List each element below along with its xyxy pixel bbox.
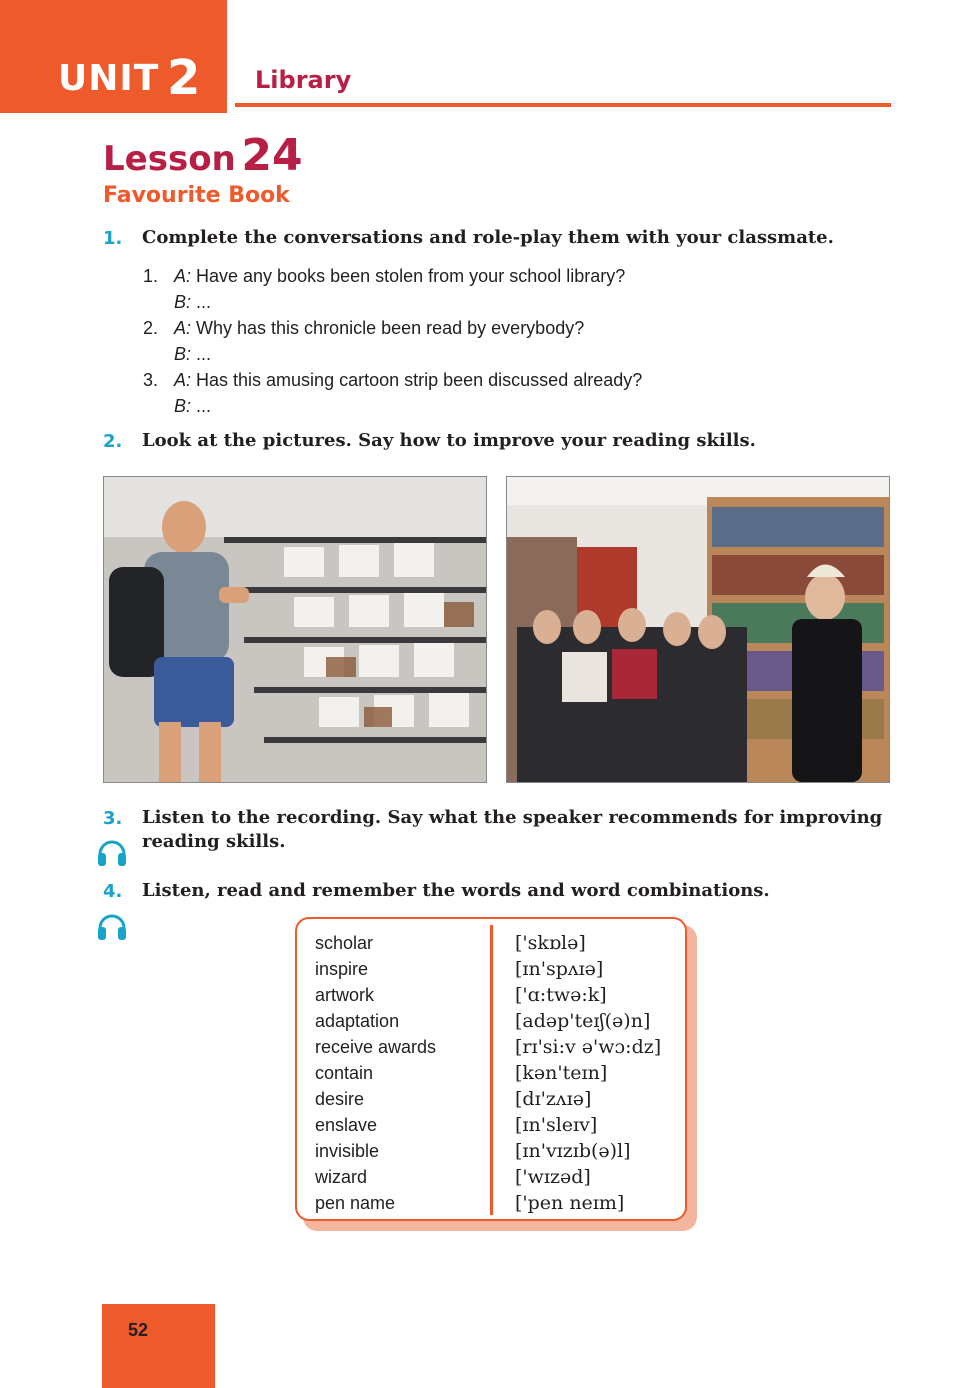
vocab-transcription: ['wɪzəd] <box>515 1166 591 1188</box>
headphones-icon[interactable] <box>96 910 128 942</box>
unit-number: 2 <box>167 50 201 106</box>
vocab-transcription: [ɪn'spʌɪə] <box>515 958 604 980</box>
lesson-word: Lesson <box>103 139 236 179</box>
header-divider <box>235 103 891 107</box>
unit-title: Library <box>255 66 352 94</box>
item-number: 1. <box>143 266 159 286</box>
task-instruction: Listen, read and remember the words and word combinations. <box>142 880 770 901</box>
task-instruction: Listen to the recording. Say what the speaker recommends for improving reading skills. <box>142 807 883 852</box>
column-divider <box>490 925 493 1215</box>
speaker-label: A: <box>174 370 192 390</box>
vocab-word: pen name <box>315 1193 396 1213</box>
vocab-word: scholar <box>315 933 374 953</box>
item-number: 2. <box>143 318 159 338</box>
task-instruction: Look at the pictures. Say how to improve your reading skills. <box>142 430 756 451</box>
task-instruction: Complete the conversations and role-play them with your classmate. <box>142 227 834 248</box>
speaker-label: B: <box>174 396 192 416</box>
vocab-word: artwork <box>315 985 375 1005</box>
vocabulary-box <box>295 917 687 1221</box>
vocab-transcription: ['pen neɪm] <box>515 1192 625 1214</box>
vocab-transcription: [ɪn'sleɪv] <box>515 1114 598 1136</box>
speaker-label: B: <box>174 344 192 364</box>
vocab-word: inspire <box>315 959 369 979</box>
vocab-transcription: [ɪn'vɪzɪb(ə)l] <box>515 1140 631 1162</box>
line-text: ... <box>191 396 212 416</box>
vocab-word: desire <box>315 1089 365 1109</box>
vocab-transcription: ['ɑ:twə:k] <box>515 984 607 1006</box>
unit-label: UNIT <box>58 58 160 99</box>
vocabulary-transcriptions <box>515 930 661 1216</box>
line-text: ... <box>191 344 212 364</box>
vocab-word: adaptation <box>315 1011 400 1031</box>
line-text: Why has this chronicle been read by everybody? <box>191 318 585 338</box>
speaker-label: B: <box>174 292 192 312</box>
task-number: 4. <box>103 881 123 902</box>
task-number: 3. <box>103 808 123 829</box>
page-number-badge <box>102 1304 215 1388</box>
page-number: 52 <box>128 1320 149 1340</box>
speaker-label: A: <box>174 318 192 338</box>
headphones-icon[interactable] <box>96 836 128 868</box>
vocab-transcription: [adəp'teɪʃ(ə)n] <box>515 1010 651 1032</box>
line-text: Have any books been stolen from your school library? <box>191 266 626 286</box>
line-text: Has this amusing cartoon strip been discussed already? <box>191 370 643 390</box>
unit-badge <box>0 0 227 113</box>
vocab-word: contain <box>315 1063 374 1083</box>
item-number: 3. <box>143 370 159 390</box>
lesson-number: 24 <box>241 130 303 181</box>
lesson-title <box>103 130 303 181</box>
speaker-label: A: <box>174 266 192 286</box>
vocab-word: enslave <box>315 1115 378 1135</box>
lesson-subtitle: Favourite Book <box>103 183 290 208</box>
line-text: ... <box>191 292 212 312</box>
vocabulary-words <box>315 930 436 1216</box>
vocab-transcription: [dɪ'zʌɪə] <box>515 1088 592 1110</box>
photo-library-talk <box>506 476 890 783</box>
task-number: 1. <box>103 228 123 249</box>
vocab-word: wizard <box>315 1167 368 1187</box>
vocab-transcription: [rɪ'si:v ə'wɔ:dz] <box>515 1036 662 1058</box>
vocab-word: invisible <box>315 1141 380 1161</box>
vocab-transcription: ['skɒlə] <box>515 932 586 954</box>
vocab-word: receive awards <box>315 1037 437 1057</box>
vocab-transcription: [kən'teɪn] <box>515 1062 608 1084</box>
task-number: 2. <box>103 431 123 452</box>
photo-bookstore-shelves <box>103 476 487 783</box>
